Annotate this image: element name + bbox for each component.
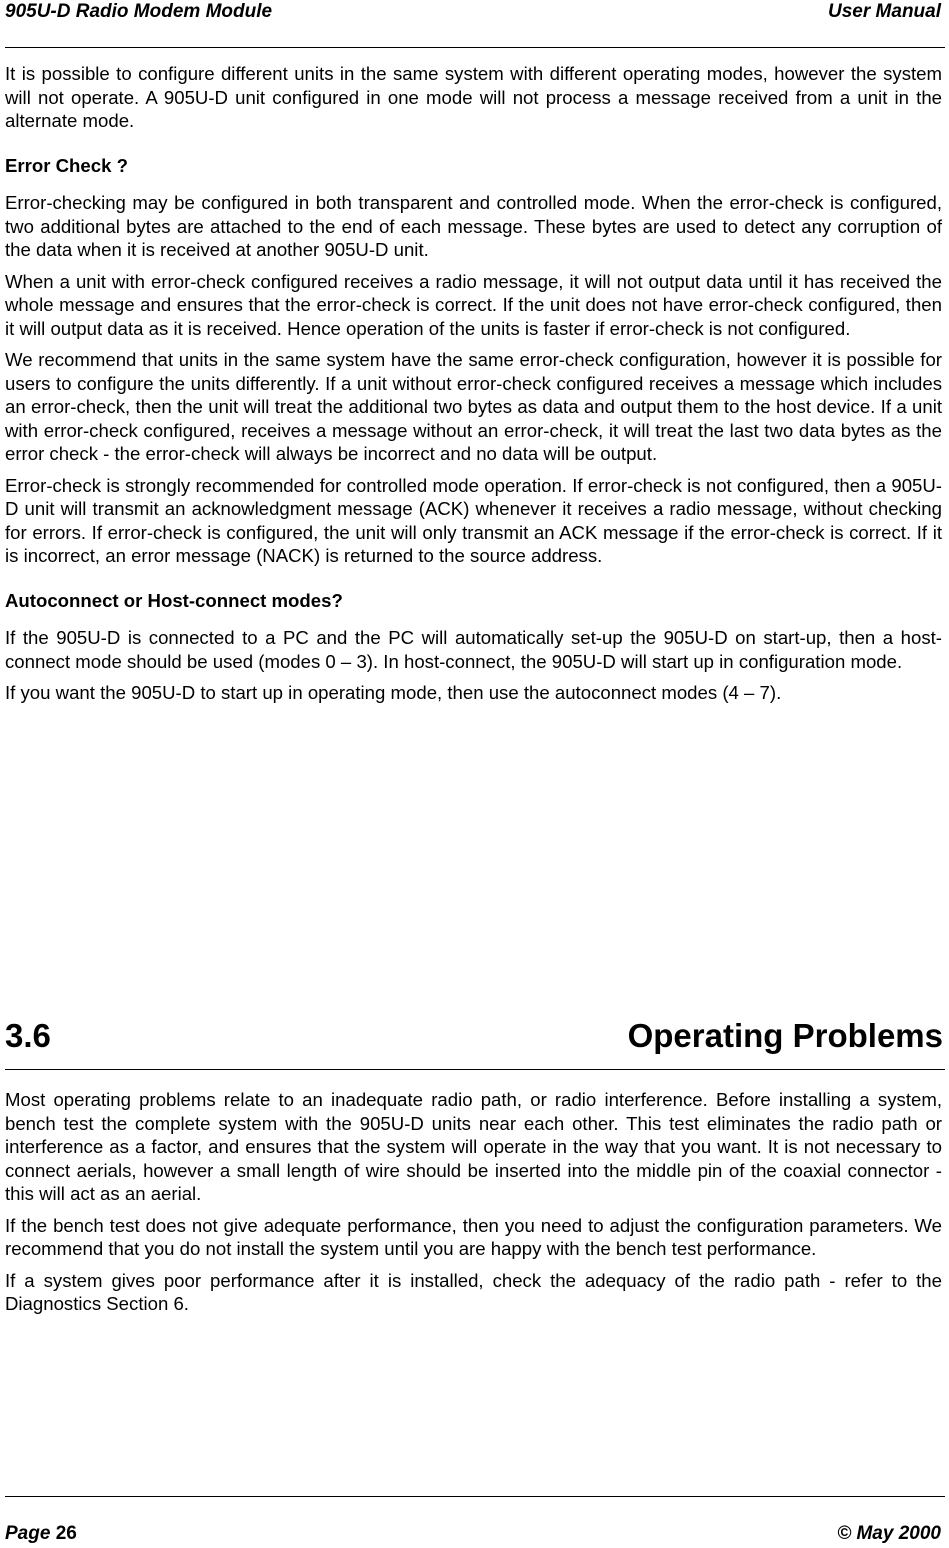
error-check-paragraph-2: When a unit with error-check configured receives a radio message, it will not output data until it has received the whole message and ensures that the error-check is correct. If the unit does not have error-check configured, then it will output data as it is received. Hence operation of the units is faster if error-check is not configured.	[5, 270, 942, 339]
error-check-paragraph-1: Error-checking may be configured in both transparent and controlled mode. When the error-check is configured, two additional bytes are attached to the end of each message. These bytes are used to detect any corruption of the data when it is received at another 905U-D unit.	[5, 192, 942, 260]
autoconnect-heading: Autoconnect or Host-connect modes?	[5, 589, 343, 611]
header-title: 905U-D Radio Modem Module	[5, 1, 273, 22]
footer-rule	[5, 1496, 945, 1497]
operating-paragraph-1: Most operating problems relate to an inadequate radio path, or radio interference. Before installing a system, bench test the complete system with the 905U-D units near each other. This test eliminates the radio path or interference as a factor, and ensures that the system will operate in the way that you want. It is not necessary to connect aerials, however a small length of wire should be inserted into the middle pin of the coaxial connector - this will act as an aerial.	[5, 1089, 942, 1204]
page-number: 26	[55, 1523, 77, 1544]
autoconnect-paragraph-1: If the 905U-D is connected to a PC and the PC will automatically set-up the 905U-D on start-up, then a host-connect mode should be used (modes 0 – 3). In host-connect, the 905U-D will start up in configuration mode.	[5, 627, 942, 672]
footer-copyright: © May 2000	[837, 1523, 941, 1544]
body-upper	[5, 62, 942, 705]
header-doc-type: User Manual	[828, 1, 941, 22]
header-rule	[5, 47, 945, 48]
operating-paragraph-3: If a system gives poor performance after it is installed, check the adequacy of the radio path - refer to the Diagnostics Section 6.	[5, 1269, 942, 1314]
section-title: Operating Problems	[627, 1017, 943, 1054]
intro-paragraph: It is possible to configure different units in the same system with different operating modes, however the system will not operate. A 905U-D unit configured in one mode will not process a message received from a unit in the alternate mode.	[5, 63, 942, 131]
footer-page	[5, 1522, 77, 1546]
page-footer	[5, 1522, 944, 1546]
error-check-paragraph-3: We recommend that units in the same system have the same error-check configuration, however it is possible for users to configure the units differently. If a unit without error-check configured receives a message which includes an error-check, then the unit will treat the additional two bytes as data and output them to the host device. If a unit with error-check configured, receives a message without an error-check, it will treat the last two data bytes as the error check - the error-check will always be incorrect and no data will be output.	[5, 349, 942, 464]
body-lower	[5, 1088, 942, 1316]
operating-paragraph-2: If the bench test does not give adequate performance, then you need to adjust the configuration parameters. We recommend that you do not install the system until you are happy with the bench test performance.	[5, 1214, 942, 1259]
section-number: 3.6	[5, 1017, 51, 1054]
page-header	[5, 0, 944, 24]
autoconnect-paragraph-2: If you want the 905U-D to start up in operating mode, then use the autoconnect modes (4 – 7).	[5, 682, 782, 703]
section-heading	[5, 1016, 943, 1056]
section-rule	[5, 1069, 945, 1070]
error-check-paragraph-4: Error-check is strongly recommended for controlled mode operation. If error-check is not configured, then a 905U-D unit will transmit an acknowledgment message (ACK) whenever it receives a radio message, without checking for errors. If error-check is configured, the unit will only transmit an ACK message if the error-check is correct. If it is incorrect, an error message (NACK) is returned to the source address.	[5, 474, 942, 566]
page-label: Page	[5, 1523, 51, 1544]
error-check-heading: Error Check ?	[5, 154, 128, 176]
